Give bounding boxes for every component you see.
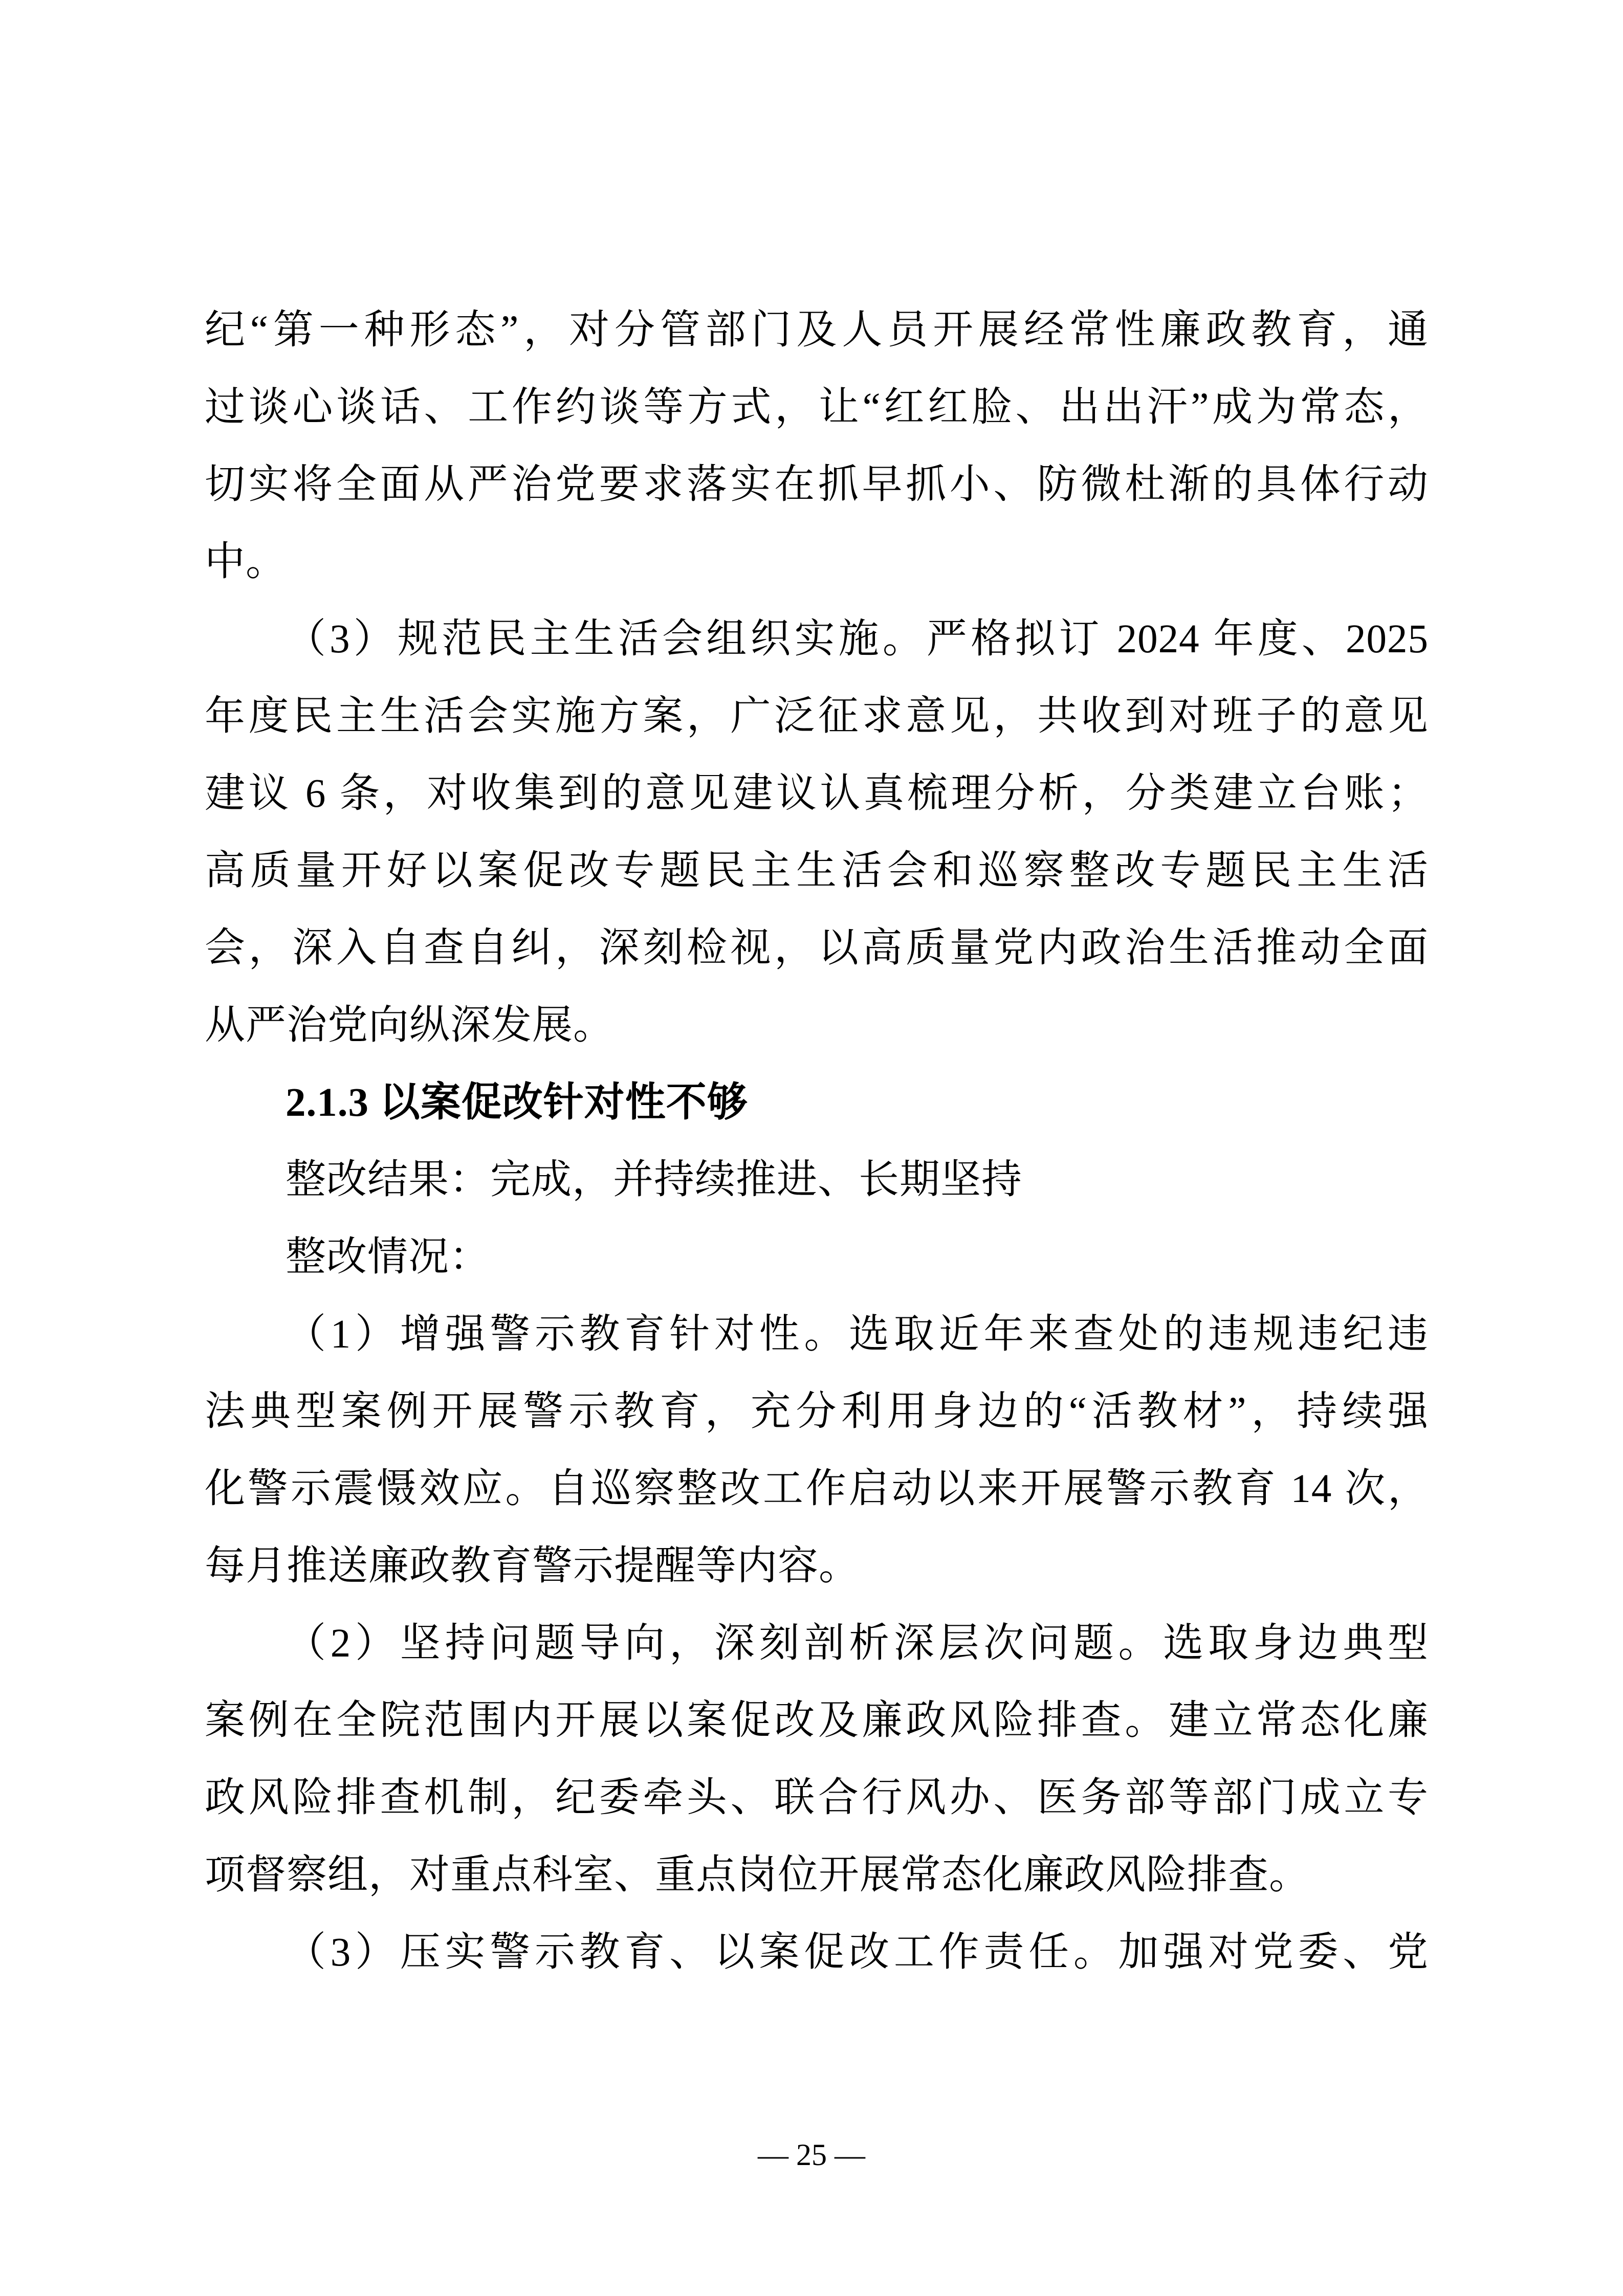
text-line: 切实将全面从严治党要求落实在抓早抓小、防微杜渐的具体行动: [205, 462, 1429, 507]
text-line: 中。: [205, 540, 287, 584]
text-line: 会，深入自查自纠，深刻检视，以高质量党内政治生活推动全面: [205, 926, 1429, 970]
text-line: 每月推送廉政教育警示提醒等内容。: [205, 1544, 860, 1588]
paragraph-start-line: （2）坚持问题导向，深刻剖析深层次问题。选取身边典型: [286, 1621, 1429, 1666]
paragraph-start-line: （3）压实警示教育、以案促改工作责任。加强对党委、党: [286, 1930, 1429, 1975]
paragraph-start-line: （1）增强警示教育针对性。选取近年来查处的违规违纪违: [286, 1312, 1429, 1357]
page-number-footer: — 25 —: [758, 2138, 865, 2172]
text-line: 从严治党向纵深发展。: [205, 1003, 614, 1048]
text-line: 年度民主生活会实施方案，广泛征求意见，共收到对班子的意见: [205, 694, 1429, 739]
section-heading-2-1-3: 2.1.3 以案促改针对性不够: [286, 1080, 748, 1125]
text-line: 政风险排查机制，纪委牵头、联合行风办、医务部等部门成立专: [205, 1776, 1429, 1820]
text-line: 案例在全院范围内开展以案促改及廉政风险排查。建立常态化廉: [205, 1698, 1429, 1743]
text-line: 过谈心谈话、工作约谈等方式，让“红红脸、出出汗”成为常态，: [205, 385, 1429, 430]
text-line: 纪“第一种形态”，对分管部门及人员开展经常性廉政教育，通: [205, 308, 1429, 352]
text-line: 建议 6 条，对收集到的意见建议认真梳理分析，分类建立台账；: [205, 771, 1429, 816]
paragraph-start-line: （3）规范民主生活会组织实施。严格拟订 2024 年度、2025: [286, 617, 1429, 661]
text-line: 项督察组，对重点科室、重点岗位开展常态化廉政风险排查。: [205, 1853, 1310, 1897]
body-text: [205, 292, 1429, 1991]
text-line: 化警示震慑效应。自巡察整改工作启动以来开展警示教育 14 次，: [205, 1467, 1429, 1511]
rectify-status-line: 整改情况：: [286, 1235, 490, 1279]
rectify-result-line: 整改结果：完成，并持续推进、长期坚持: [286, 1158, 1022, 1202]
text-line: 高质量开好以案促改专题民主生活会和巡察整改专题民主生活: [205, 849, 1429, 893]
text-line: 法典型案例开展警示教育，充分利用身边的“活教材”，持续强: [205, 1389, 1429, 1434]
